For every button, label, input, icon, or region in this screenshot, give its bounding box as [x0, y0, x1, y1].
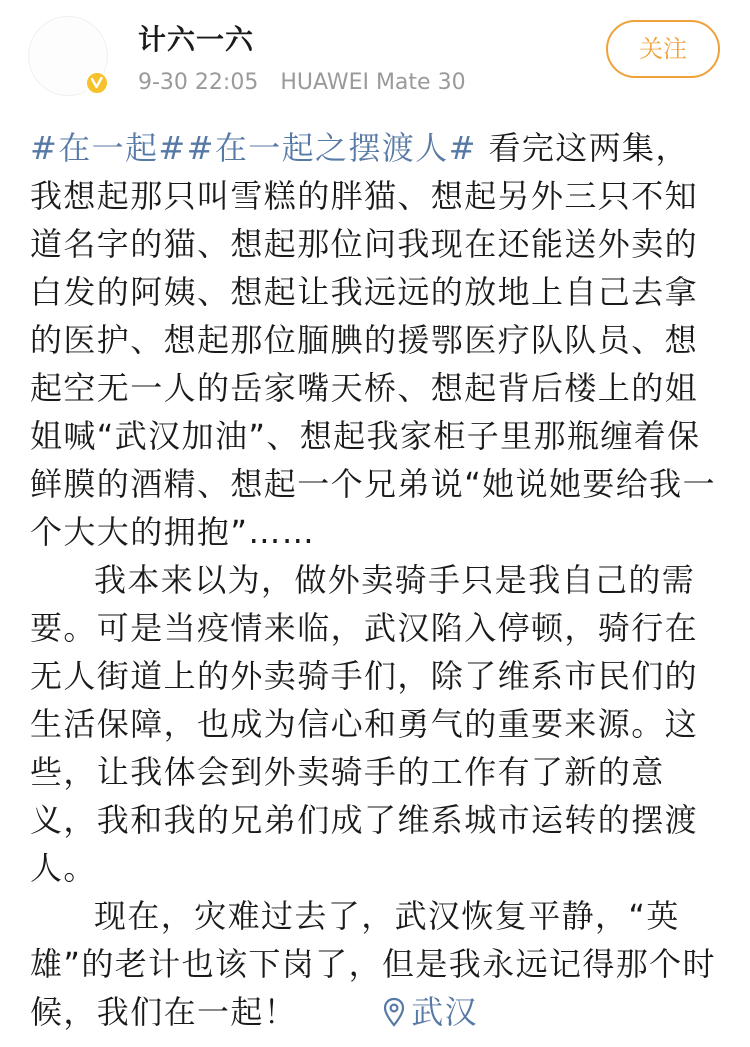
verified-badge-icon: [84, 70, 110, 96]
location-label[interactable]: 武汉: [411, 993, 479, 1031]
hashtag-link[interactable]: #在一起之摆渡人#: [186, 129, 477, 167]
post-text: 现在，灾难过去了，武汉恢复平静，“英雄”的老计也该下岗了，但是我永远记得那个时候，我们在一起！: [30, 897, 716, 1031]
post-time: 9-30 22:05: [138, 70, 259, 95]
post-paragraph-2: 我本来以为，做外卖骑手只是我自己的需要。可是当疫情来临，武汉陷入停顿，骑行在无人街道上的外卖骑手们，除了维系市民们的生活保障，也成为信心和勇气的重要来源。这些，让我体会到外卖骑手的工作有了新的意义，我和我的兄弟们成了维系城市运转的摆渡人。: [30, 561, 699, 887]
location-link[interactable]: [297, 993, 478, 1031]
post-paragraph-3: [30, 892, 722, 1040]
post-device: HUAWEI Mate 30: [280, 70, 466, 95]
username[interactable]: 计六一六: [138, 23, 255, 56]
post-paragraph-1: [30, 124, 722, 556]
post-body: [30, 124, 722, 1040]
location-pin-icon: [319, 992, 405, 1040]
post-text: 看完这两集，我想起那只叫雪糕的胖猫、想起另外三只不知道名字的猫、想起那位问我现在还能送外卖的白发的阿姨、想起让我远远的放地上自己去拿的医护、想起那位腼腆的援鄂医疗队队员、想起空无一人的岳家嘴天桥、想起背后楼上的姐姐喊“武汉加油”、想起我家柜子里那瓶缠着保鲜膜的酒精、想起一个兄弟说“她说她要给我一个大大的拥抱”……: [30, 129, 716, 551]
post-header: [0, 0, 750, 110]
hashtag-link[interactable]: #在一起#: [30, 129, 187, 167]
post-meta: [138, 68, 466, 98]
follow-button[interactable]: 关注: [606, 20, 720, 78]
